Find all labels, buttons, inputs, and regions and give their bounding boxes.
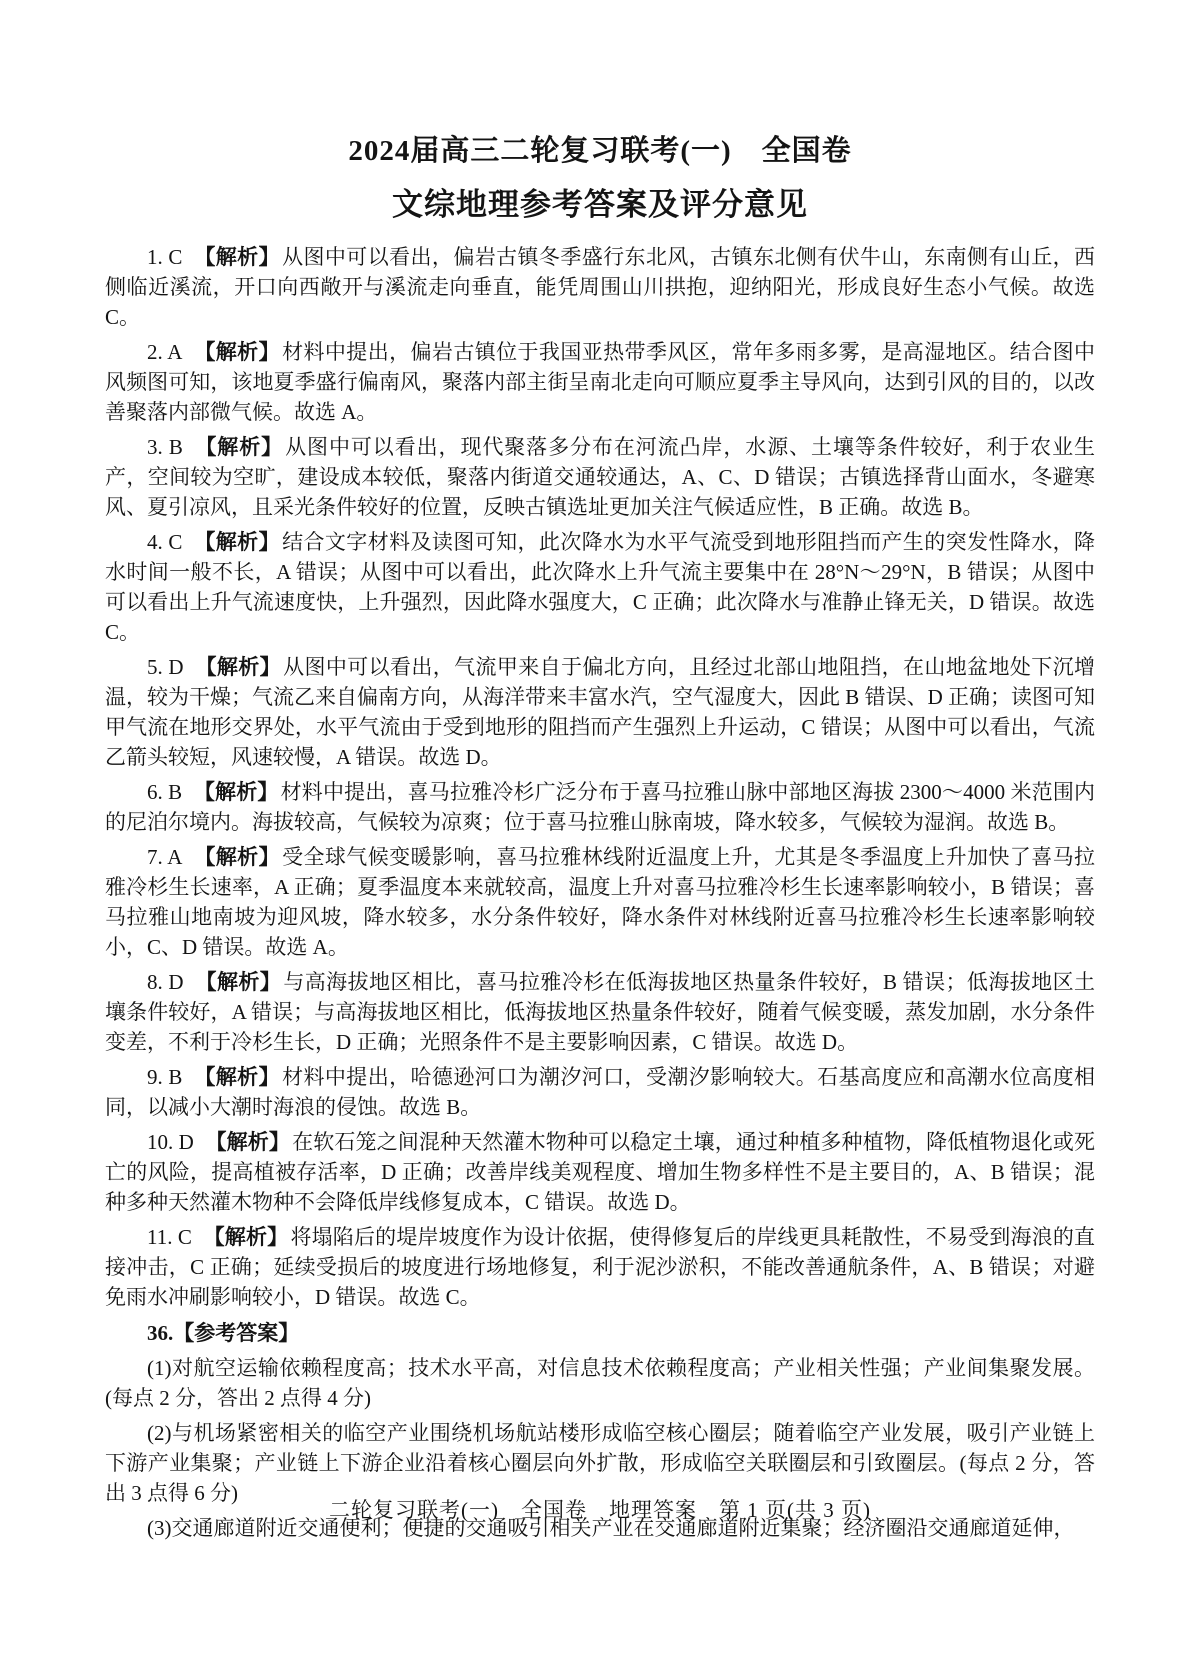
answer-number: 10. D — [147, 1130, 194, 1154]
analysis-marker: 【解析】 — [193, 340, 280, 364]
answer-text: 从图中可以看出，现代聚落多分布在河流凸岸，水源、土壤等条件较好，利于农业生产，空间较为空旷，建设成本较低，聚落内街道交通较通达，A、C、D 错误；古镇选择背山面水，冬避寒风、夏引凉风，且采光条件较好的位置，反映古镇选址更加关注气候适应性，B 正确。故选 B。 — [105, 435, 1096, 519]
answer-text: 结合文字材料及读图可知，此次降水为水平气流受到地形阻挡而产生的突发性降水，降水时间一般不长，A 错误；从图中可以看出，此次降水上升气流主要集中在 28°N～29°N，B 错误；从图中可以看出上升气流速度快，上升强烈，因此降水强度大，C 正确；此次降水与准静止锋无关，D 错误。故选 C。 — [105, 530, 1096, 644]
answer-number: 9. B — [147, 1065, 183, 1089]
answer-item-7 — [105, 842, 1095, 962]
section36-heading: 36.【参考答案】 — [147, 1321, 300, 1345]
exam-title: 2024届高三二轮复习联考(一) 全国卷 — [348, 135, 852, 167]
section36-paragraph-3: (3)交通廊道附近交通便利；便捷的交通吸引相关产业在交通廊道附近集聚；经济圈沿交通廊道延伸， — [147, 1516, 1075, 1540]
answer-item-4 — [105, 527, 1095, 647]
answer-number: 2. A — [147, 340, 183, 364]
analysis-marker: 【解析】 — [193, 780, 279, 804]
analysis-marker: 【解析】 — [193, 245, 280, 269]
analysis-marker: 【解析】 — [195, 655, 281, 679]
analysis-marker: 【解析】 — [203, 1225, 289, 1249]
answer-key-title: 文综地理参考答案及评分意见 — [392, 187, 808, 222]
page-content — [105, 0, 1095, 1543]
answer-item-2 — [105, 337, 1095, 427]
answer-item-3 — [105, 432, 1095, 522]
answer-text: 从图中可以看出，偏岩古镇冬季盛行东北风，古镇东北侧有伏牛山，东南侧有山丘，西侧临近溪流，开口向西敞开与溪流走向垂直，能凭周围山川拱抱，迎纳阳光，形成良好生态小气候。故选 C。 — [105, 245, 1096, 329]
analysis-marker: 【解析】 — [194, 435, 284, 459]
answer-text: 材料中提出，喜马拉雅冷杉广泛分布于喜马拉雅山脉中部地区海拔 2300～4000 米范围内的尼泊尔境内。海拔较高，气候较为凉爽；位于喜马拉雅山脉南坡，降水较多，气候较为湿润。故选 B。 — [105, 780, 1096, 834]
answer-number: 8. D — [147, 970, 184, 994]
answer-number: 5. D — [147, 655, 184, 679]
analysis-marker: 【解析】 — [205, 1130, 291, 1154]
analysis-marker: 【解析】 — [193, 845, 280, 869]
answer-text: 与高海拔地区相比，喜马拉雅冷杉在低海拔地区热量条件较好，B 错误；低海拔地区土壤条件较好，A 错误；与高海拔地区相比，低海拔地区热量条件较好，随着气候变暖，蒸发加剧，水分条件变差，不利于冷杉生长，D 正确；光照条件不是主要影响因素，C 错误。故选 D。 — [105, 970, 1096, 1054]
answer-item-5 — [105, 652, 1095, 772]
analysis-marker: 【解析】 — [193, 530, 280, 554]
answer-item-10 — [105, 1127, 1095, 1217]
answer-item-11 — [105, 1222, 1095, 1312]
answer-item-9 — [105, 1062, 1095, 1122]
answer-number: 7. A — [147, 845, 183, 869]
answer-text: 在软石笼之间混种天然灌木物种可以稳定土壤，通过种植多种植物，降低植物退化或死亡的风险，提高植被存活率，D 正确；改善岸线美观程度、增加生物多样性不是主要目的，A、B 错误；混种多种天然灌木物种不会降低岸线修复成本，C 错误。故选 D。 — [105, 1130, 1096, 1214]
answer-item-1 — [105, 242, 1095, 332]
answer-text: 从图中可以看出，气流甲来自于偏北方向，且经过北部山地阻挡，在山地盆地处下沉增温，较为干燥；气流乙来自偏南方向，从海洋带来丰富水汽，空气湿度大，因此 B 错误、D 正确；读图可知甲气流在地形交界处，水平气流由于受到地形的阻挡而产生强烈上升运动，C 错误；从图中可以看出，气流乙箭头较短，风速较慢，A 错误。故选 D。 — [105, 655, 1096, 769]
section36-paragraph-1: (1)对航空运输依赖程度高；技术水平高，对信息技术依赖程度高；产业相关性强；产业间集聚发展。(每点 2 分，答出 2 点得 4 分) — [105, 1356, 1095, 1410]
answer-number: 4. C — [147, 530, 183, 554]
section36-paragraph-2: (2)与机场紧密相关的临空产业围绕机场航站楼形成临空核心圈层；随着临空产业发展，吸引产业链上下游产业集聚；产业链上下游企业沿着核心圈层向外扩散，形成临空关联圈层和引致圈层。(每点 2 分，答出 3 点得 6 分) — [105, 1421, 1095, 1505]
answer-text: 受全球气候变暖影响，喜马拉雅林线附近温度上升，尤其是冬季温度上升加快了喜马拉雅冷杉生长速率，A 正确；夏季温度本来就较高，温度上升对喜马拉雅冷杉生长速率影响较小，B 错误；喜马拉雅山地南坡为迎风坡，降水较多，水分条件较好，降水条件对林线附近喜马拉雅冷杉生长速率影响较小，C、D 错误。故选 A。 — [105, 845, 1096, 959]
page-footer: 二轮复习联考(一) 全国卷 地理答案 第 1 页(共 3 页) — [329, 1498, 871, 1522]
answer-number: 3. B — [147, 435, 183, 459]
answer-number: 1. C — [147, 245, 183, 269]
analysis-marker: 【解析】 — [193, 1065, 280, 1089]
answer-item-8 — [105, 967, 1095, 1057]
answer-text: 材料中提出，哈德逊河口为潮汐河口，受潮汐影响较大。石基高度应和高潮水位高度相同，以减小大潮时海浪的侵蚀。故选 B。 — [105, 1065, 1096, 1119]
answer-number: 6. B — [147, 780, 183, 804]
answer-text: 材料中提出，偏岩古镇位于我国亚热带季风区，常年多雨多雾，是高湿地区。结合图中风频图可知，该地夏季盛行偏南风，聚落内部主街呈南北走向可顺应夏季主导风向，达到引风的目的，以改善聚落内部微气候。故选 A。 — [105, 340, 1096, 424]
answer-text: 将塌陷后的堤岸坡度作为设计依据，使得修复后的岸线更具耗散性，不易受到海浪的直接冲击，C 正确；延续受损后的坡度进行场地修复，利于泥沙淤积，不能改善通航条件，A、B 错误；对避免雨水冲刷影响较小，D 错误。故选 C。 — [105, 1225, 1095, 1309]
analysis-marker: 【解析】 — [195, 970, 282, 994]
answer-number: 11. C — [147, 1225, 192, 1249]
answer-item-6 — [105, 777, 1095, 837]
